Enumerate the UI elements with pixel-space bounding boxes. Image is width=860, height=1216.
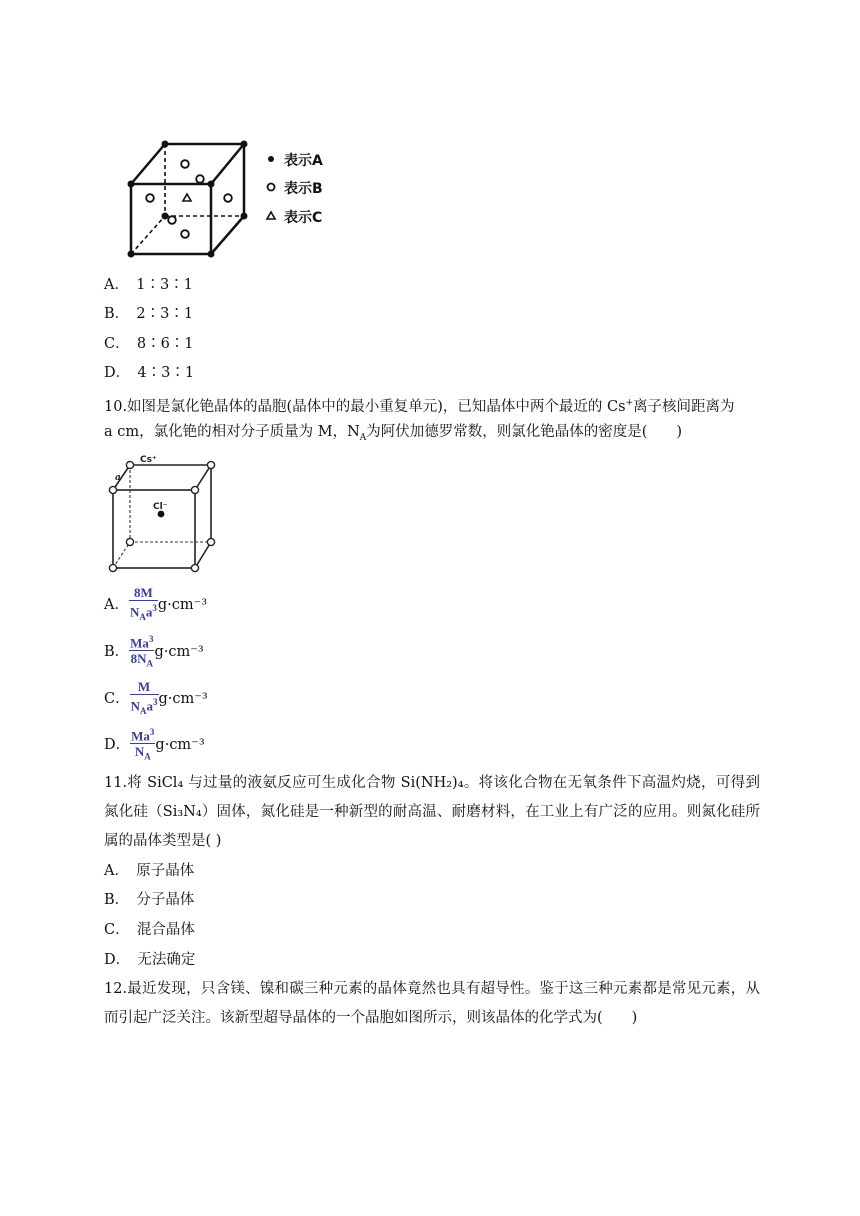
q10-option-a: A． $\frac{8M}{N_Aa^3}$ g·cm⁻³ (104, 585, 207, 625)
q11-stem: 11.将 SiCl₄ 与过量的液氨反应可生成化合物 Si(NH₂)₄。将该化合物在无氧条件下高温灼烧，可得到氮化硅（Si₃N₄）固体，氮化硅是一种新型的耐高温、耐磨材料，在工业上有广泛的应用。则氮化硅所属的晶体类型是( ) (104, 775, 760, 849)
crystal-cell-figure-1 (110, 130, 360, 265)
q11-option-d: D． 无法确定 (104, 952, 196, 968)
legend-label-b: 表示B (284, 181, 323, 197)
q10-option-b: B． $\frac{Ma^3}{8N_A}$ g·cm⁻³ (104, 632, 204, 672)
q10-stem-line1: 10.如图是氯化铯晶体的晶胞(晶体中的最小重复单元)，已知晶体中两个最近的 Cs+离子核间距离为 (104, 398, 735, 415)
legend-label-c: 表示C (284, 210, 323, 226)
q10-option-d: D． $\frac{Ma^3}{N_A}$ g·cm⁻³ (104, 725, 205, 765)
q12-stem: 12.最近发现，只含镁、镍和碳三种元素的晶体竟然也具有超导性。鉴于这三种元素都是常见元素，从而引起广泛关注。该新型超导晶体的一个晶胞如图所示，则该晶体的化学式为( ) (104, 981, 760, 1026)
legend-triangle-icon (267, 212, 275, 219)
q10-stem-line2: a cm，氯化铯的相对分子质量为 M，$N_A$为阿伏加德罗常数，则氯化铯晶体的密度是( ) (104, 424, 683, 443)
edge-a-label: a (115, 473, 121, 483)
q9-option-a: A． 1∶3∶1 (104, 277, 193, 293)
q9-option-c: C． 8∶6∶1 (104, 336, 194, 352)
legend-circle-icon (268, 184, 275, 191)
q11-option-a: A． 原子晶体 (104, 863, 195, 879)
q11-option-c: C． 混合晶体 (104, 922, 195, 938)
q9-option-b: B． 2∶3∶1 (104, 306, 194, 322)
cscl-cell-figure (100, 448, 220, 576)
legend-label-a: 表示A (284, 153, 323, 169)
q11-option-b: B． 分子晶体 (104, 892, 195, 908)
legend-dot-icon (268, 156, 274, 162)
q9-option-d: D． 4∶3∶1 (104, 365, 195, 381)
cl-ion-label: Cl⁻ (153, 502, 168, 512)
q10-option-c: C． $\frac{M}{N_Aa^3}$ g·cm⁻³ (104, 679, 208, 719)
cs-ion-label: Cs⁺ (140, 455, 157, 465)
